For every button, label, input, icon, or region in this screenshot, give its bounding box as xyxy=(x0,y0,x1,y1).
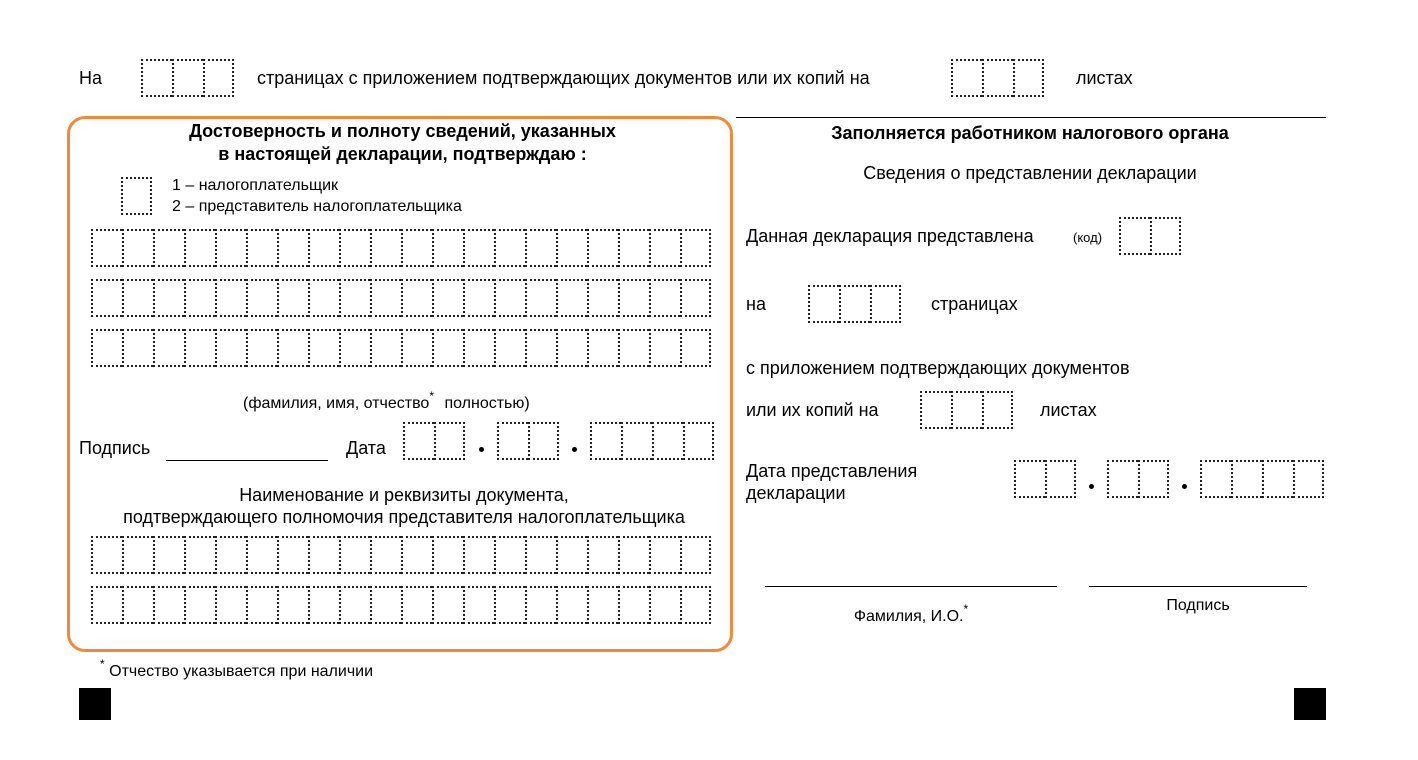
input-cell[interactable] xyxy=(184,536,215,574)
input-cell[interactable] xyxy=(556,586,587,624)
input-cell[interactable] xyxy=(215,536,246,574)
input-cell[interactable] xyxy=(277,279,308,317)
input-cell[interactable] xyxy=(370,586,401,624)
input-cell[interactable] xyxy=(1138,460,1169,498)
input-cell[interactable] xyxy=(246,536,277,574)
input-cell[interactable] xyxy=(153,279,184,317)
input-cell[interactable] xyxy=(339,329,370,367)
submission-pages-cells[interactable] xyxy=(808,285,901,323)
input-cell[interactable] xyxy=(463,229,494,267)
input-cell[interactable] xyxy=(556,536,587,574)
officer-signature-line[interactable] xyxy=(1089,586,1307,587)
input-cell[interactable] xyxy=(184,229,215,267)
submission-subheading: Сведения о представлении декларации xyxy=(863,163,1197,183)
input-cell[interactable] xyxy=(494,229,525,267)
input-cell[interactable] xyxy=(525,586,556,624)
signer-option-1: 1 – налогоплательщик xyxy=(172,177,339,194)
input-cell[interactable] xyxy=(308,586,339,624)
input-cell[interactable] xyxy=(141,59,172,97)
input-cell[interactable] xyxy=(122,536,153,574)
submission-date-label-line2: декларации xyxy=(746,483,846,503)
date-separator-dot xyxy=(479,447,484,452)
confirmation-heading-line1: Достоверность и полноту сведений, указанных xyxy=(189,121,616,141)
input-cell[interactable] xyxy=(215,586,246,624)
input-cell[interactable] xyxy=(91,229,122,267)
input-cell[interactable] xyxy=(432,229,463,267)
input-cell[interactable] xyxy=(463,536,494,574)
input-cell[interactable] xyxy=(339,536,370,574)
input-cell[interactable] xyxy=(308,329,339,367)
input-cell[interactable] xyxy=(308,279,339,317)
input-cell[interactable] xyxy=(432,536,463,574)
officer-name-line[interactable] xyxy=(765,586,1057,587)
fio-caption-asterisk: * xyxy=(429,389,434,403)
fio-row-1[interactable] xyxy=(91,229,711,267)
officer-name-caption-text: Фамилия, И.О. xyxy=(853,608,964,625)
input-cell[interactable] xyxy=(649,279,680,317)
input-cell[interactable] xyxy=(494,279,525,317)
input-cell[interactable] xyxy=(951,391,982,429)
date-day-cells[interactable] xyxy=(403,422,465,460)
input-cell[interactable] xyxy=(528,422,559,460)
signer-type-cell[interactable] xyxy=(121,177,152,215)
input-cell[interactable] xyxy=(153,229,184,267)
date-month-cells[interactable] xyxy=(497,422,559,460)
input-cell[interactable] xyxy=(1150,217,1181,255)
input-cell[interactable] xyxy=(1200,460,1231,498)
confirmation-heading-line2: в настоящей декларации, подтверждаю : xyxy=(218,144,587,164)
officer-signature-caption: Подпись xyxy=(1166,597,1230,614)
input-cell[interactable] xyxy=(122,586,153,624)
input-cell[interactable] xyxy=(215,229,246,267)
input-cell[interactable] xyxy=(184,586,215,624)
date-label: Дата xyxy=(346,438,386,458)
footnote xyxy=(100,658,373,680)
input-cell[interactable] xyxy=(246,279,277,317)
input-cell[interactable] xyxy=(556,279,587,317)
input-cell[interactable] xyxy=(91,329,122,367)
input-cell[interactable] xyxy=(153,586,184,624)
signer-option-2: 2 – представитель налогоплательщика xyxy=(172,198,462,215)
input-cell[interactable] xyxy=(434,422,465,460)
doc-heading-line2: подтверждающего полномочия представителя налогоплательщика xyxy=(123,507,685,527)
input-cell[interactable] xyxy=(982,391,1013,429)
officer-name-caption xyxy=(765,603,1057,625)
input-cell[interactable] xyxy=(203,59,234,97)
input-cell[interactable] xyxy=(525,536,556,574)
submission-date-day-cells[interactable] xyxy=(1014,460,1076,498)
input-cell[interactable] xyxy=(618,536,649,574)
input-cell[interactable] xyxy=(432,586,463,624)
officer-name-caption-asterisk: * xyxy=(963,602,969,616)
input-cell[interactable] xyxy=(246,586,277,624)
input-cell[interactable] xyxy=(649,536,680,574)
input-cell[interactable] xyxy=(432,329,463,367)
sheets-label: листах xyxy=(1040,400,1097,420)
input-cell[interactable] xyxy=(246,329,277,367)
input-cell[interactable] xyxy=(370,279,401,317)
top-sheets-count-cells[interactable] xyxy=(951,59,1044,97)
tax-officer-heading: Заполняется работником налогового органа xyxy=(831,123,1229,143)
input-cell[interactable] xyxy=(839,285,870,323)
input-cell[interactable] xyxy=(432,279,463,317)
input-cell[interactable] xyxy=(618,586,649,624)
top-pages-count-cells[interactable] xyxy=(141,59,234,97)
input-cell[interactable] xyxy=(308,229,339,267)
input-cell[interactable] xyxy=(153,536,184,574)
signature-line[interactable] xyxy=(166,460,328,461)
input-cell[interactable] xyxy=(649,329,680,367)
input-cell[interactable] xyxy=(680,586,711,624)
input-cell[interactable] xyxy=(1045,460,1076,498)
input-cell[interactable] xyxy=(590,422,621,460)
input-cell[interactable] xyxy=(1013,59,1044,97)
input-cell[interactable] xyxy=(277,329,308,367)
input-cell[interactable] xyxy=(556,229,587,267)
input-cell[interactable] xyxy=(680,536,711,574)
input-cell[interactable] xyxy=(618,279,649,317)
input-cell[interactable] xyxy=(649,586,680,624)
input-cell[interactable] xyxy=(91,536,122,574)
input-cell[interactable] xyxy=(494,586,525,624)
date-separator-dot xyxy=(1089,484,1094,489)
input-cell[interactable] xyxy=(982,59,1013,97)
right-top-divider xyxy=(736,117,1326,118)
fio-row-3[interactable] xyxy=(91,329,711,367)
input-cell[interactable] xyxy=(652,422,683,460)
input-cell[interactable] xyxy=(172,59,203,97)
input-cell[interactable] xyxy=(1231,460,1262,498)
attachments-label: с приложением подтверждающих документов xyxy=(746,358,1130,378)
input-cell[interactable] xyxy=(1014,460,1045,498)
input-cell[interactable] xyxy=(401,536,432,574)
top-pages-text: страницах с приложением подтверждающих документов или их копий на xyxy=(257,68,870,88)
fio-row-2[interactable] xyxy=(91,279,711,317)
input-cell[interactable] xyxy=(122,279,153,317)
fio-caption-b: полностью) xyxy=(444,395,530,412)
input-cell[interactable] xyxy=(401,329,432,367)
input-cell[interactable] xyxy=(556,329,587,367)
input-cell[interactable] xyxy=(277,229,308,267)
submission-date-month-cells[interactable] xyxy=(1107,460,1169,498)
input-cell[interactable] xyxy=(184,329,215,367)
alignment-marker-left xyxy=(79,688,111,720)
pages-label: страницах xyxy=(931,294,1018,314)
input-cell[interactable] xyxy=(121,177,152,215)
input-cell[interactable] xyxy=(525,329,556,367)
input-cell[interactable] xyxy=(808,285,839,323)
input-cell[interactable] xyxy=(401,229,432,267)
submission-sheets-cells[interactable] xyxy=(920,391,1013,429)
copies-label: или их копий на xyxy=(746,400,879,420)
input-cell[interactable] xyxy=(870,285,901,323)
input-cell[interactable] xyxy=(215,279,246,317)
input-cell[interactable] xyxy=(122,329,153,367)
input-cell[interactable] xyxy=(370,536,401,574)
input-cell[interactable] xyxy=(91,279,122,317)
input-cell[interactable] xyxy=(91,586,122,624)
top-na-label: На xyxy=(79,68,103,88)
input-cell[interactable] xyxy=(621,422,652,460)
input-cell[interactable] xyxy=(339,279,370,317)
input-cell[interactable] xyxy=(401,279,432,317)
input-cell[interactable] xyxy=(618,229,649,267)
submitted-label: Данная декларация представлена xyxy=(746,226,1034,246)
submission-date-label-line1: Дата представления xyxy=(746,461,918,481)
input-cell[interactable] xyxy=(587,279,618,317)
input-cell[interactable] xyxy=(277,586,308,624)
input-cell[interactable] xyxy=(680,329,711,367)
input-cell[interactable] xyxy=(122,229,153,267)
input-cell[interactable] xyxy=(339,586,370,624)
submission-date-year-cells[interactable] xyxy=(1200,460,1324,498)
input-cell[interactable] xyxy=(494,329,525,367)
fio-caption xyxy=(243,390,530,412)
code-label: (код) xyxy=(1073,230,1103,245)
input-cell[interactable] xyxy=(649,229,680,267)
input-cell[interactable] xyxy=(525,279,556,317)
input-cell[interactable] xyxy=(680,229,711,267)
input-cell[interactable] xyxy=(401,586,432,624)
input-cell[interactable] xyxy=(463,329,494,367)
doc-row-2[interactable] xyxy=(91,586,711,624)
doc-heading-line1: Наименование и реквизиты документа, xyxy=(239,485,569,505)
input-cell[interactable] xyxy=(618,329,649,367)
input-cell[interactable] xyxy=(494,536,525,574)
date-separator-dot xyxy=(572,447,577,452)
submission-code-cells[interactable] xyxy=(1119,217,1181,255)
input-cell[interactable] xyxy=(587,229,618,267)
input-cell[interactable] xyxy=(403,422,434,460)
input-cell[interactable] xyxy=(463,586,494,624)
date-year-cells[interactable] xyxy=(590,422,714,460)
input-cell[interactable] xyxy=(920,391,951,429)
alignment-marker-right xyxy=(1294,688,1326,720)
input-cell[interactable] xyxy=(587,586,618,624)
top-sheets-label: листах xyxy=(1076,68,1133,88)
footnote-text: Отчество указывается при наличии xyxy=(109,663,374,680)
input-cell[interactable] xyxy=(339,229,370,267)
input-cell[interactable] xyxy=(308,536,339,574)
date-separator-dot xyxy=(1182,484,1187,489)
doc-row-1[interactable] xyxy=(91,536,711,574)
input-cell[interactable] xyxy=(277,536,308,574)
input-cell[interactable] xyxy=(246,229,277,267)
input-cell[interactable] xyxy=(1262,460,1293,498)
input-cell[interactable] xyxy=(1293,460,1324,498)
input-cell[interactable] xyxy=(951,59,982,97)
input-cell[interactable] xyxy=(683,422,714,460)
signature-label: Подпись xyxy=(79,438,151,458)
input-cell[interactable] xyxy=(463,279,494,317)
input-cell[interactable] xyxy=(1119,217,1150,255)
input-cell[interactable] xyxy=(1107,460,1138,498)
input-cell[interactable] xyxy=(587,536,618,574)
footnote-asterisk: * xyxy=(100,657,105,671)
input-cell[interactable] xyxy=(153,329,184,367)
input-cell[interactable] xyxy=(497,422,528,460)
input-cell[interactable] xyxy=(370,329,401,367)
pages-on-label: на xyxy=(746,294,766,314)
fio-caption-a: (фамилия, имя, отчество xyxy=(243,395,430,412)
input-cell[interactable] xyxy=(184,279,215,317)
input-cell[interactable] xyxy=(680,279,711,317)
input-cell[interactable] xyxy=(215,329,246,367)
input-cell[interactable] xyxy=(525,229,556,267)
input-cell[interactable] xyxy=(370,229,401,267)
input-cell[interactable] xyxy=(587,329,618,367)
